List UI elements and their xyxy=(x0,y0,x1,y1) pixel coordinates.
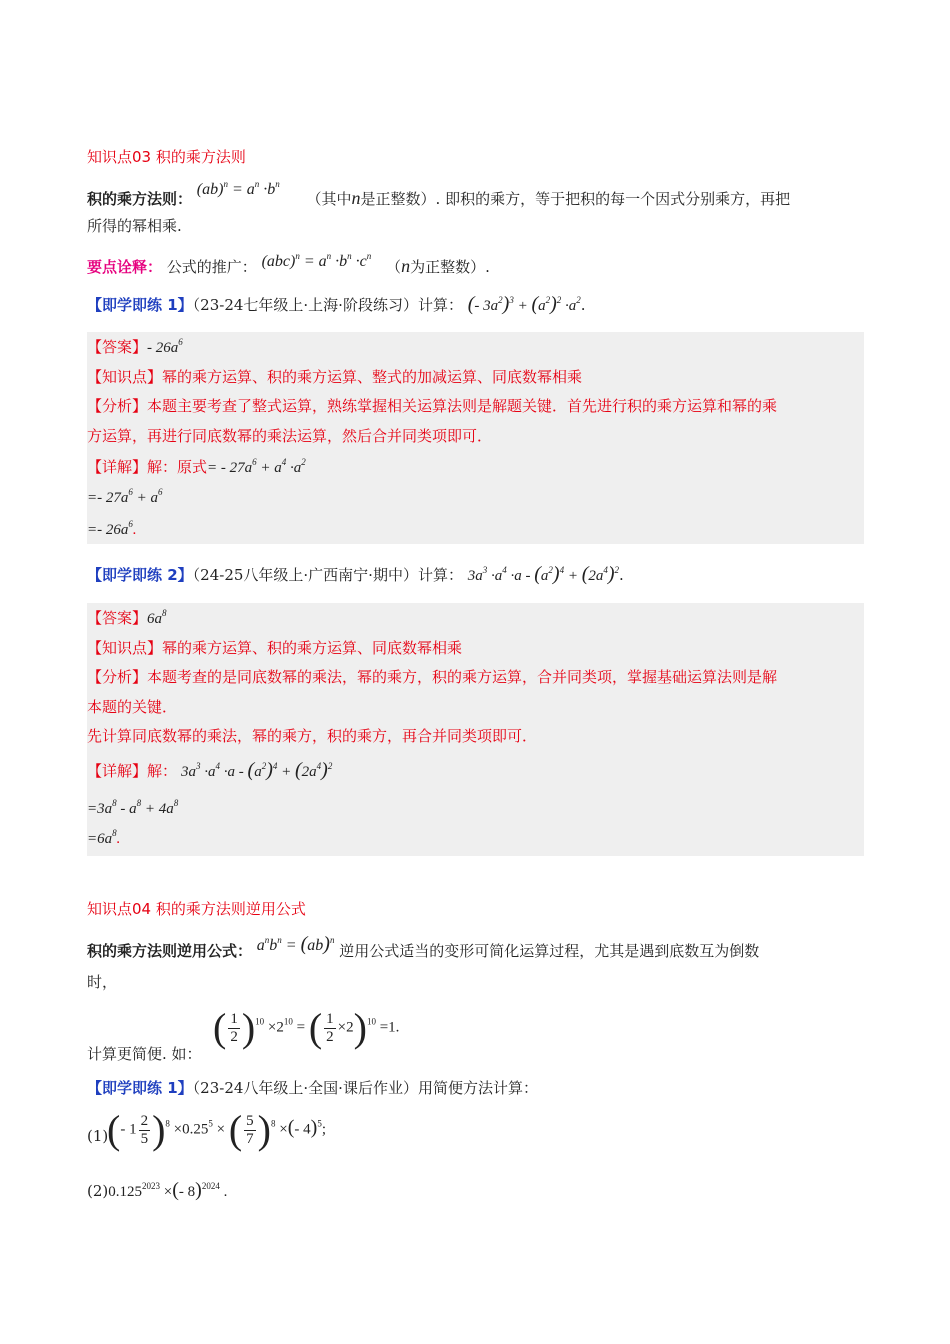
exercise-1-heading: 【即学即练 1】（23-24七年级上·上海·阶段练习）计算： (- $3a^2)^3 + (a^2)^2 \cdot a^2$. xyxy=(87,293,586,315)
question-2: $(2)0.125^{2023}$ ×(- 8)$^{2024}$ . xyxy=(87,1179,228,1201)
exercise-2-answer-box xyxy=(87,603,864,856)
knowledge-point-line: 【知识点】幂的乘方运算、积的乘方运算、同底数幂相乘 xyxy=(87,639,463,657)
detail-line-1: 【详解】解： $3a^3 \cdot a^4 \cdot a - (a^2)^4 + (2a^4)^2$ xyxy=(87,759,333,781)
inverse-formula: $a^nb^n = (ab)^n$ xyxy=(256,933,335,955)
rule-desc-cont: 所得的幂相乘. xyxy=(87,217,182,235)
rule-formula: $(ab)^n = a^n \cdot b^n$ xyxy=(196,179,280,198)
simplify-example: 计算更简便. 如： ( $\frac{1}{2}$ )$^{10} \times 2^{10}$ = ( $\frac{1}{2}$ ×2)$^{10}$ =1. xyxy=(87,1005,400,1063)
analysis-line-3: 先计算同底数幂的乘法，幂的乘方，积的乘方，再合并同类项即可． xyxy=(87,727,538,745)
question-1: (1) (- 1 $\frac{2}{5}$ )$^8 \times 0.25^5$ × ( $\frac{5}{7}$ )$^8$ ×(- 4)$^5$; xyxy=(87,1107,326,1152)
analysis-line-1: 【分析】本题主要考查了整式运算，熟练掌握相关运算法则是解题关键．首先进行积的乘方运算和幂的乘 xyxy=(87,397,778,415)
product-power-rule: 积的乘方法则： $(ab)^n = a^n \cdot b^n$ （其中n是正整数）. 即积的乘方，等于把积的每一个因式分别乘方，再把 xyxy=(87,179,791,208)
exercise-2-heading: 【即学即练 2】（24-25八年级上·广西南宁·期中）计算： $3a^3 \cdot a^4 \cdot a - (a^2)^4 + (2a^4)^2$. xyxy=(87,563,624,585)
detail-line-3: $=6a^8$. xyxy=(87,828,121,847)
analysis-line-2: 方运算，再进行同底数幂的乘法运算，然后合并同类项即可． xyxy=(87,427,493,445)
generalized-formula: $(abc)^n = a^n \cdot b^n \cdot c^n$ xyxy=(261,251,372,270)
analysis-line-2: 本题的关键． xyxy=(87,698,178,716)
question-2-expr: $0.125^{2023}$ ×(- 8)$^{2024}$ . xyxy=(108,1179,228,1201)
answer-line: 【答案】- $26a^6$ xyxy=(87,337,183,356)
detail-line-2: =- $27a^6 + a^6$ xyxy=(87,487,163,506)
section-03-title: 知识点03 积的乘方法则 xyxy=(87,148,246,166)
exercise-1-answer-box xyxy=(87,332,864,544)
inverse-rule: 积的乘方法则逆用公式： $a^nb^n = (ab)^n$ 逆用公式适当的变形可简化运算过程，尤其是遇到底数互为倒数 xyxy=(87,933,760,960)
section-04-title: 知识点04 积的乘方法则逆用公式 xyxy=(87,900,306,918)
question-1-expr: (- 1 $\frac{2}{5}$ )$^8 \times 0.25^5$ × ( $\frac{5}{7}$ )$^8$ ×(- 4)$^5$; xyxy=(107,1107,326,1152)
exercise-2-expr: $3a^3 \cdot a^4 \cdot a - (a^2)^4 + (2a^4)^2$ xyxy=(467,563,620,585)
detail-line-3: =- $26a^6$. xyxy=(87,519,137,538)
inverse-rule-cont: 时， xyxy=(87,973,118,991)
note-label: 要点诠释： xyxy=(87,258,163,276)
rule-label: 积的乘方法则： xyxy=(87,190,193,208)
section-04-exercise-heading: 【即学即练 1】（23-24八年级上·全国·课后作业）用简便方法计算： xyxy=(87,1079,538,1097)
detail-line-2: $=3a^8 - a^8 + 4a^8$ xyxy=(87,798,179,817)
key-point-note: 要点诠释： 公式的推广： $(abc)^n = a^n \cdot b^n \cdot c^n$ （n为正整数）. xyxy=(87,251,490,276)
detail-line-1: 【详解】解：原式= - $27a^6 + a^4 \cdot a^2$ xyxy=(87,457,306,476)
analysis-line-1: 【分析】本题考查的是同底数幂的乘法，幂的乘方，积的乘方运算，合并同类项，掌握基础运算法则是解 xyxy=(87,668,778,686)
exercise-1-expr: (- $3a^2)^3 + (a^2)^2 \cdot a^2$ xyxy=(467,293,581,315)
knowledge-point-line: 【知识点】幂的乘方运算、积的乘方运算、整式的加减运算、同底数幂相乘 xyxy=(87,368,583,386)
answer-line: 【答案】$6a^8$ xyxy=(87,608,167,627)
example-formula: ( $\frac{1}{2}$ )$^{10} \times 2^{10}$ = ( $\frac{1}{2}$ ×2)$^{10}$ =1. xyxy=(213,1005,400,1050)
